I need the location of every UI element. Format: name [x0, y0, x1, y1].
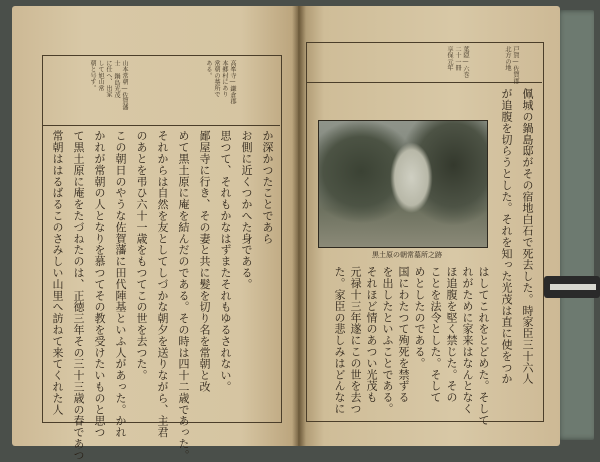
grave-photograph	[318, 120, 488, 248]
right-note-line: 享保元年	[446, 46, 453, 71]
right-text-column: 佩城の鍋島邸がその宿地白石で死去した。時家臣三十六人	[521, 88, 534, 385]
right-text-column: 元禄十三年遂にこの世を去つ	[349, 266, 362, 415]
left-text-column: それからは自然を友としてしづかな朝夕を送りながら、主君	[156, 130, 169, 438]
left-note-line: 朝と号す。	[89, 60, 96, 91]
left-text-column: この朝日のやうな佐賀藩に田代陣基といふ人があった。かれ	[114, 130, 127, 438]
right-text-column: ことを法令とした。そして	[429, 266, 442, 403]
right-note-line: 北方の地	[504, 46, 511, 71]
right-text-column: めとしたのである。	[413, 266, 426, 369]
left-text-column: のあとを弔ひ六十一歳をもつてこの世を去つた。	[135, 130, 148, 381]
photo-caption: 黒土原の朝常墓所之跡	[372, 251, 442, 259]
bookmark-tab[interactable]	[544, 276, 600, 298]
left-text-column: 鄙屋寺に行き、その妻と共に髪を切り名を常朝と改	[198, 130, 211, 393]
left-note-line: ある。	[205, 60, 212, 79]
left-note-line: 高峯寺—鎌倉郡	[229, 60, 236, 105]
left-notes-band	[42, 55, 280, 126]
right-text-column: れがために家来はなんとなく	[461, 266, 474, 415]
left-note-line: に仕へ、出家	[105, 60, 112, 98]
right-text-column: ほ追腹を堅く禁じた。その	[445, 266, 458, 403]
right-text-column: それほど情のあつい光茂も	[365, 266, 378, 403]
right-text-column: た。家臣の悲しみはどんなに	[333, 266, 346, 415]
left-text-column: かれが常朝の人となりを慕つてその教を受けたいものと思つ	[93, 130, 106, 438]
right-note-line: 戸賀—佐賀郡	[512, 46, 519, 84]
right-text-column: が追腹を切らうとした。それを知った光茂は直に使をつか	[500, 88, 513, 385]
left-note-line: 本郷村にあり	[221, 60, 228, 98]
left-note-line: 山本常朝—佐賀藩	[121, 60, 128, 111]
left-note-line: して旭山常	[97, 60, 104, 91]
left-text-column: お側に近くつかへた身である。	[240, 130, 253, 290]
left-text-column: て黒土原に庵をたづねたのは、正徳三年その三十三歳の春であつ	[72, 130, 85, 461]
left-text-column: めて黒土原に庵を結んだのである。その時は四十二歳であった。	[177, 130, 190, 461]
book-gutter	[292, 6, 306, 446]
left-note-line: 士 鍋島光茂	[113, 60, 120, 98]
left-text-column: 常朝ははるばるこのさみしい山里へ訪ねて来てくれた人	[51, 130, 64, 415]
left-text-column: 思つて、それもかなはずまたそれもゆるされない。	[219, 130, 232, 393]
right-note-line: 葉隠—六巻	[462, 46, 469, 78]
right-note-line: 二十一冊	[454, 46, 461, 71]
bookmark-tab-stripe	[550, 284, 596, 290]
left-text-column: か深かつたことであら	[261, 130, 274, 244]
book-cover-back	[556, 10, 594, 440]
right-text-column: 国にわたつて殉死を禁ずる	[397, 266, 410, 403]
right-text-column: はしてこれをとどめた。そして	[477, 266, 490, 426]
left-note-line: 常朝の墓所で	[213, 60, 220, 98]
right-text-column: を出したといふことである。	[381, 266, 394, 415]
